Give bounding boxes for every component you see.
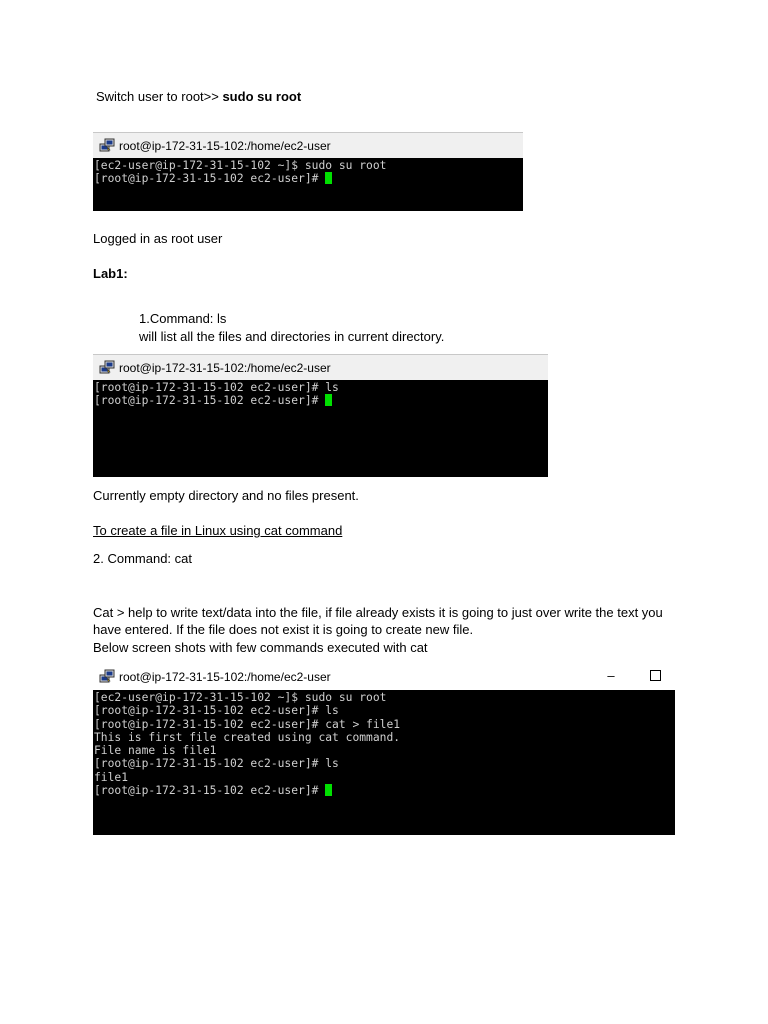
terminal-titlebar [93, 132, 523, 159]
terminal-line: File name is file1 [94, 744, 217, 758]
terminal-line: [root@ip-172-31-15-102 ec2-user]# [94, 394, 548, 407]
lab-heading: Lab1: [93, 266, 128, 281]
maximize-icon [650, 670, 661, 681]
command-2-title: 2. Command: cat [93, 551, 192, 566]
terminal-output [93, 158, 523, 211]
minimize-button[interactable]: – [607, 668, 615, 683]
terminal-line: [root@ip-172-31-15-102 ec2-user]# ls [94, 381, 339, 394]
terminal-line: file1 [94, 770, 129, 784]
empty-directory-note: Currently empty directory and no files present. [93, 488, 359, 503]
terminal-screenshot-3 [93, 664, 675, 835]
cursor [325, 172, 332, 184]
cat-section-heading: To create a file in Linux using cat command [93, 523, 343, 538]
maximize-button[interactable] [635, 664, 675, 690]
terminal-title: root@ip-172-31-15-102:/home/ec2-user [119, 139, 331, 153]
intro-text: Switch user to root>> [96, 89, 223, 104]
terminal-titlebar [93, 664, 675, 690]
logged-in-text: Logged in as root user [93, 231, 223, 246]
terminal-title: root@ip-172-31-15-102:/home/ec2-user [119, 670, 331, 684]
terminal-title: root@ip-172-31-15-102:/home/ec2-user [119, 361, 331, 375]
putty-icon [99, 138, 115, 154]
terminal-line: [root@ip-172-31-15-102 ec2-user]# cat > file1 [94, 717, 401, 731]
terminal-line: [ec2-user@ip-172-31-15-102 ~]$ sudo su root [94, 691, 387, 704]
putty-icon [99, 669, 115, 685]
cursor [325, 394, 332, 406]
terminal-line: [root@ip-172-31-15-102 ec2-user]# [94, 172, 523, 185]
terminal-screenshot-2 [93, 354, 548, 477]
intro-command: sudo su root [222, 89, 302, 104]
terminal-line: This is first file created using cat command. [94, 730, 401, 744]
terminal-line: [ec2-user@ip-172-31-15-102 ~]$ sudo su root [94, 159, 387, 172]
terminal-titlebar [93, 354, 548, 381]
terminal-output [93, 690, 675, 835]
command-1-title: 1.Command: ls [139, 311, 227, 326]
terminal-line: [root@ip-172-31-15-102 ec2-user]# [94, 784, 675, 797]
command-1-description: will list all the files and directories in current directory. [139, 329, 445, 344]
terminal-screenshot-1 [93, 132, 523, 211]
cursor [325, 784, 332, 796]
cat-description: Cat > help to write text/data into the file, if file already exists it is going to just over write the text you have entered. If the file does not exist it is going to create new file. [93, 605, 663, 637]
terminal-line: [root@ip-172-31-15-102 ec2-user]# ls [94, 704, 339, 718]
intro-line [96, 88, 301, 105]
putty-icon [99, 360, 115, 376]
terminal-line: [root@ip-172-31-15-102 ec2-user]# ls [94, 757, 339, 771]
screenshots-note: Below screen shots with few commands executed with cat [93, 640, 428, 655]
terminal-output [93, 380, 548, 477]
